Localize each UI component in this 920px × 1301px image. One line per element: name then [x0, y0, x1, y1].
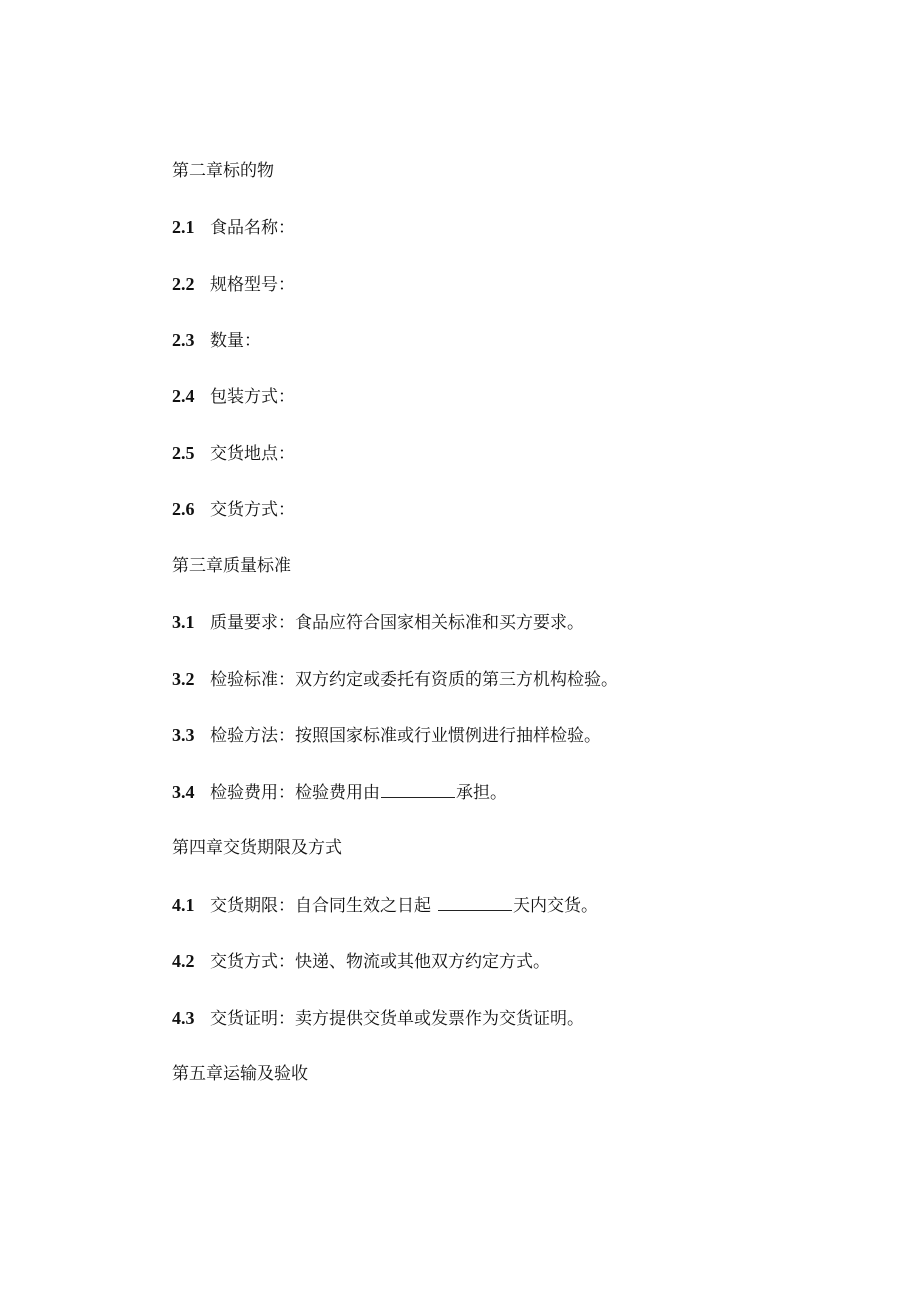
clause-number: 2.2 — [172, 274, 195, 294]
clause-number: 2.5 — [172, 443, 195, 463]
clause-text: 检验标准：双方约定或委托有资质的第三方机构检验。 — [210, 670, 618, 690]
clause-text: 交货地点： — [210, 444, 295, 464]
clause-4-1 — [172, 890, 598, 920]
chapter-4-title: 第四章交货期限及方式 — [172, 838, 342, 858]
clause-2-1 — [172, 212, 295, 242]
clause-number: 2.6 — [172, 499, 195, 519]
clause-text: 规格型号： — [210, 275, 295, 295]
clause-number: 2.3 — [172, 330, 195, 350]
clause-2-4 — [172, 381, 295, 411]
clause-number: 3.3 — [172, 725, 195, 745]
clause-number: 3.1 — [172, 612, 195, 632]
fill-in-blank[interactable] — [381, 779, 455, 798]
chapter-3-title: 第三章质量标准 — [172, 556, 291, 576]
clause-4-2 — [172, 946, 550, 976]
clause-3-1 — [172, 607, 584, 637]
clause-2-2 — [172, 269, 295, 299]
clause-3-3 — [172, 720, 601, 750]
chapter-5-title: 第五章运输及验收 — [172, 1064, 308, 1084]
clause-text-before: 检验费用：检验费用由 — [210, 783, 380, 803]
clause-2-5 — [172, 438, 295, 468]
clause-text: 交货方式： — [210, 500, 295, 520]
fill-in-blank[interactable] — [438, 892, 512, 911]
clause-text: 交货证明：卖方提供交货单或发票作为交货证明。 — [210, 1009, 584, 1029]
clause-text-after: 承担。 — [456, 783, 507, 803]
clause-2-3 — [172, 325, 261, 355]
clause-number: 3.2 — [172, 669, 195, 689]
clause-text: 交货方式：快递、物流或其他双方约定方式。 — [210, 952, 550, 972]
clause-number: 2.4 — [172, 386, 195, 406]
clause-2-6 — [172, 494, 295, 524]
clause-number: 4.1 — [172, 895, 195, 915]
chapter-2-title: 第二章标的物 — [172, 161, 274, 181]
clause-text: 食品名称： — [210, 218, 295, 238]
clause-3-4 — [172, 777, 507, 807]
clause-number: 3.4 — [172, 782, 195, 802]
clause-text: 检验方法：按照国家标准或行业惯例进行抽样检验。 — [210, 726, 601, 746]
clause-number: 4.3 — [172, 1008, 195, 1028]
clause-text-after: 天内交货。 — [513, 896, 598, 916]
clause-text: 数量： — [210, 331, 261, 351]
clause-3-2 — [172, 664, 618, 694]
clause-number: 2.1 — [172, 217, 195, 237]
clause-4-3 — [172, 1003, 584, 1033]
clause-text: 质量要求：食品应符合国家相关标准和买方要求。 — [210, 613, 584, 633]
clause-number: 4.2 — [172, 951, 195, 971]
clause-text: 包装方式： — [210, 387, 295, 407]
clause-text-before: 交货期限：自合同生效之日起 — [210, 896, 431, 916]
